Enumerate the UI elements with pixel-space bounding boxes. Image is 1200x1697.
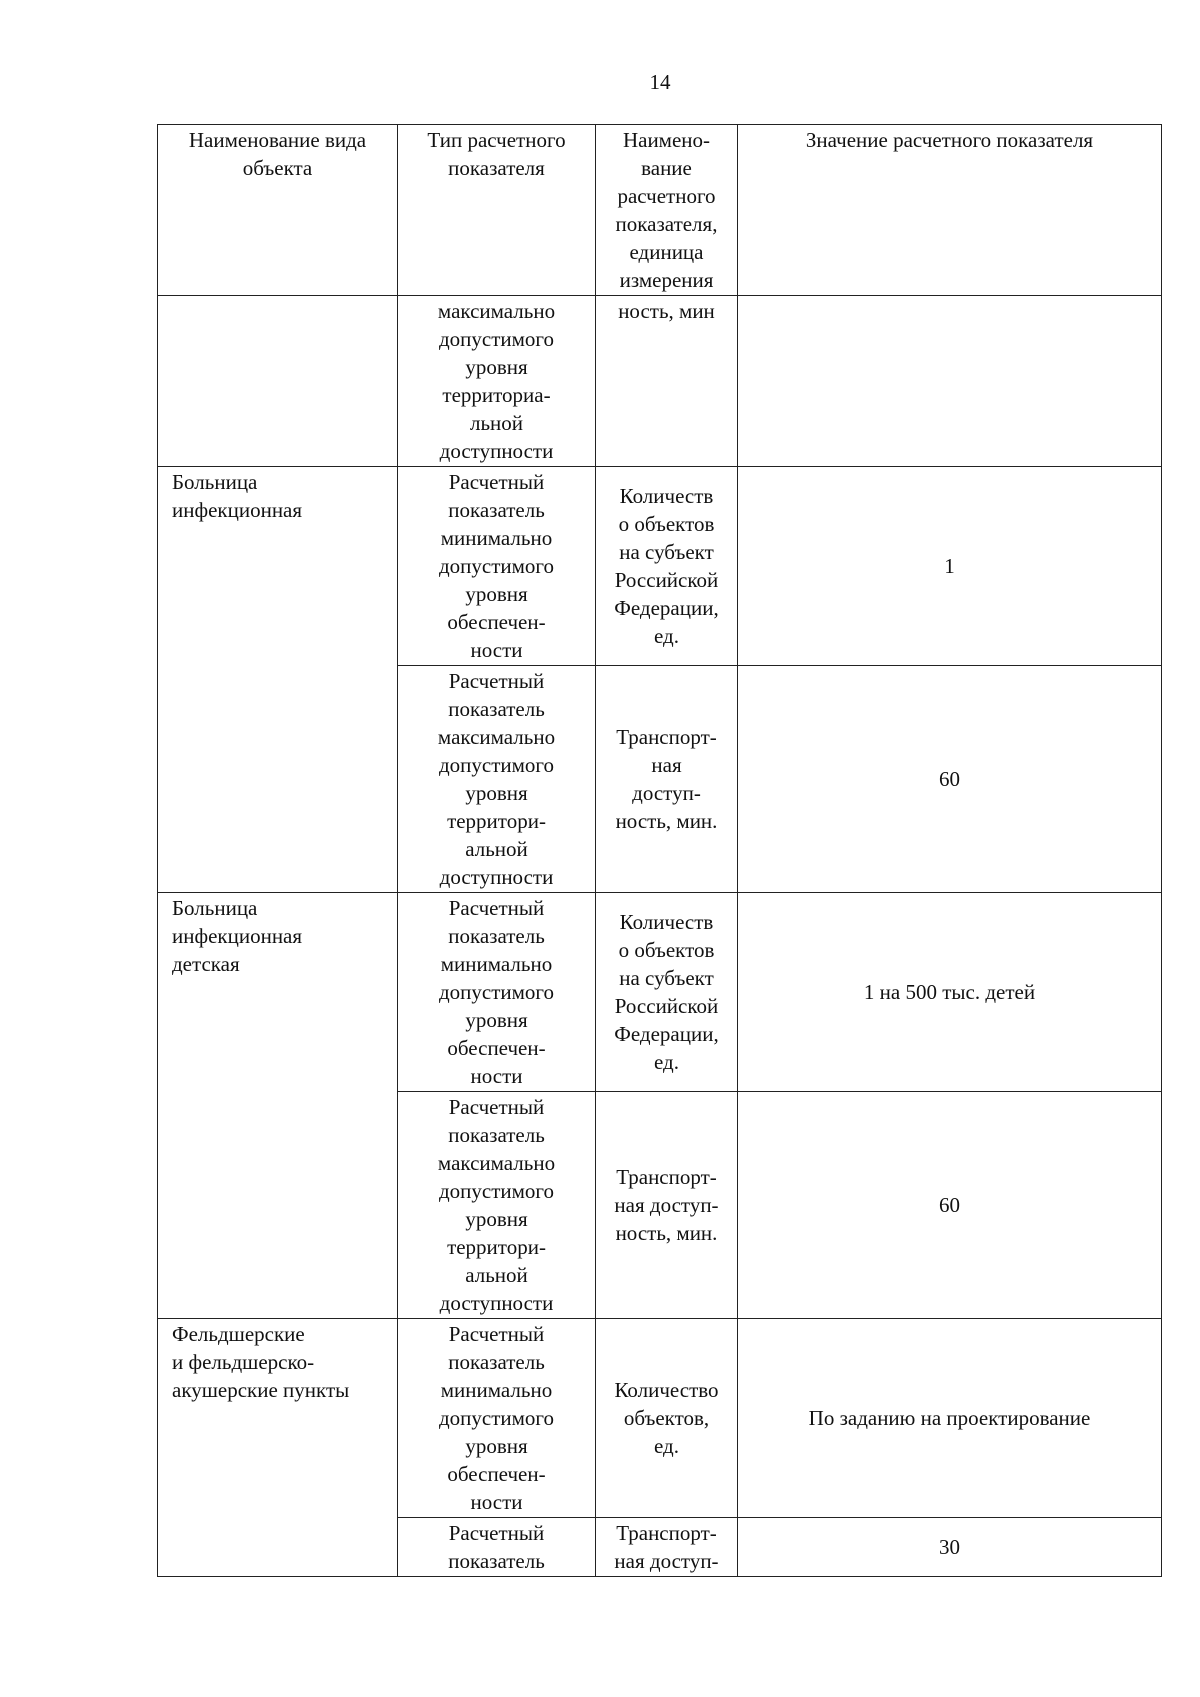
- cell-text-line: о объектов: [618, 512, 715, 536]
- header-indicator-type: [398, 125, 596, 296]
- cell-text-line: единица: [629, 240, 704, 264]
- table-header-row: [158, 125, 1162, 296]
- cell-text-line: 30: [939, 1535, 960, 1559]
- value-cell: [738, 467, 1162, 666]
- value-cell: [738, 1319, 1162, 1518]
- type-cell: [398, 296, 596, 467]
- cell-text-line: ед.: [654, 624, 679, 648]
- type-cell: [398, 1092, 596, 1319]
- header-indicator-name-unit: [596, 125, 738, 296]
- cell-text-line: минимально: [440, 952, 553, 976]
- cell-text-line: уровня: [465, 355, 528, 379]
- cell-text-line: инфекционная: [172, 498, 303, 522]
- cell-text-line: инфекционная: [172, 924, 303, 948]
- cell-text-line: акушерские пункты: [172, 1378, 350, 1402]
- cell-text-line: обеспечен-: [447, 1036, 546, 1060]
- cell-text-line: Российской: [614, 994, 719, 1018]
- cell-text-line: ная доступ-: [614, 1193, 719, 1217]
- cell-text-line: территориа-: [442, 383, 551, 407]
- cell-text-line: 1 на 500 тыс. детей: [863, 980, 1036, 1004]
- cell-text-line: Транспорт-: [616, 1521, 717, 1545]
- cell-text-line: Наименование вида объекта: [188, 128, 367, 180]
- cell-text-line: максимально: [437, 725, 556, 749]
- cell-text-line: обеспечен-: [447, 610, 546, 634]
- cell-text-line: 1: [944, 554, 955, 578]
- cell-text-line: 60: [939, 767, 960, 791]
- cell-text-line: Расчетный: [448, 669, 545, 693]
- cell-text-line: и фельдшерско-: [172, 1350, 315, 1374]
- type-cell: [398, 666, 596, 893]
- unit-cell: [596, 467, 738, 666]
- cell-text-line: Фельдшерские: [172, 1322, 305, 1346]
- cell-text-line: ности: [470, 1064, 523, 1088]
- cell-text-line: показатель: [448, 1123, 545, 1147]
- cell-text-line: допустимого: [438, 753, 555, 777]
- cell-text-line: допустимого: [438, 554, 555, 578]
- cell-text-line: Количество: [614, 1378, 719, 1402]
- cell-text-line: По заданию на проектирование: [808, 1406, 1091, 1430]
- cell-text-line: Федерации,: [614, 1022, 719, 1046]
- unit-cell: [596, 1319, 738, 1518]
- cell-text-line: допустимого: [438, 980, 555, 1004]
- cell-text-line: Тип расчетного показателя: [427, 128, 566, 180]
- cell-text-line: Российской: [614, 568, 719, 592]
- type-cell: [398, 1319, 596, 1518]
- cell-text-line: Расчетный: [448, 1521, 545, 1545]
- cell-text-line: минимально: [440, 1378, 553, 1402]
- table-row: [158, 893, 1162, 1092]
- cell-text-line: показатель: [448, 1549, 545, 1573]
- value-cell: [738, 296, 1162, 467]
- cell-text-line: на субъект: [619, 966, 714, 990]
- cell-text-line: детская: [172, 952, 240, 976]
- cell-text-line: альной: [465, 837, 528, 861]
- table-row: [158, 1319, 1162, 1518]
- cell-text-line: доступности: [439, 1291, 554, 1315]
- cell-text-line: ности: [470, 638, 523, 662]
- cell-text-line: Расчетный: [448, 1322, 545, 1346]
- unit-cell: [596, 666, 738, 893]
- object-cell: [158, 296, 398, 467]
- cell-text-line: максимально: [437, 1151, 556, 1175]
- cell-text-line: объектов,: [623, 1406, 710, 1430]
- table-row: [158, 467, 1162, 666]
- cell-text-line: максимально: [437, 299, 556, 323]
- cell-text-line: о объектов: [618, 938, 715, 962]
- cell-text-line: показатель: [448, 924, 545, 948]
- cell-text-line: Федерации,: [614, 596, 719, 620]
- indicators-table: [157, 124, 1162, 1577]
- header-indicator-value: [738, 125, 1162, 296]
- cell-text-line: Количеств: [619, 910, 714, 934]
- header-object-name: [158, 125, 398, 296]
- cell-text-line: Значение расчетного показателя: [805, 128, 1094, 152]
- value-cell: [738, 893, 1162, 1092]
- cell-text-line: измерения: [619, 268, 714, 292]
- cell-text-line: на субъект: [619, 540, 714, 564]
- cell-text-line: Больница: [172, 896, 258, 920]
- cell-text-line: вание: [641, 156, 692, 180]
- cell-text-line: доступности: [439, 439, 554, 463]
- cell-text-line: территори-: [447, 809, 546, 833]
- type-cell: [398, 467, 596, 666]
- cell-text-line: уровня: [465, 781, 528, 805]
- unit-cell: [596, 1092, 738, 1319]
- cell-text-line: минимально: [440, 526, 553, 550]
- cell-text-line: показатель: [448, 498, 545, 522]
- cell-text-line: Наимено-: [622, 128, 711, 152]
- cell-text-line: ед.: [654, 1434, 679, 1458]
- object-cell: [158, 893, 398, 1319]
- value-cell: [738, 1092, 1162, 1319]
- object-cell: [158, 1319, 398, 1577]
- cell-text-line: допустимого: [438, 1406, 555, 1430]
- cell-text-line: Транспорт-: [616, 1165, 717, 1189]
- object-cell: [158, 467, 398, 893]
- cell-text-line: уровня: [465, 1207, 528, 1231]
- type-cell: [398, 893, 596, 1092]
- cell-text-line: Расчетный: [448, 470, 545, 494]
- cell-text-line: льной: [469, 411, 524, 435]
- cell-text-line: Транспорт-: [616, 725, 717, 749]
- cell-text-line: территори-: [447, 1235, 546, 1259]
- cell-text-line: Расчетный: [448, 1095, 545, 1119]
- cell-text-line: показатель: [448, 1350, 545, 1374]
- cell-text-line: уровня: [465, 582, 528, 606]
- cell-text-line: ность, мин.: [615, 809, 718, 833]
- unit-cell: [596, 296, 738, 467]
- unit-cell: [596, 893, 738, 1092]
- type-cell: [398, 1518, 596, 1577]
- cell-text-line: показатель: [448, 697, 545, 721]
- value-cell: [738, 666, 1162, 893]
- cell-text-line: ность, мин: [618, 299, 715, 323]
- value-cell: [738, 1518, 1162, 1577]
- cell-text-line: доступности: [439, 865, 554, 889]
- cell-text-line: альной: [465, 1263, 528, 1287]
- cell-text-line: показателя,: [615, 212, 718, 236]
- cell-text-line: обеспечен-: [447, 1462, 546, 1486]
- cell-text-line: ная: [651, 753, 682, 777]
- cell-text-line: расчетного: [617, 184, 716, 208]
- table-row: [158, 296, 1162, 467]
- cell-text-line: доступ-: [632, 781, 701, 805]
- cell-text-line: уровня: [465, 1008, 528, 1032]
- cell-text-line: 60: [939, 1193, 960, 1217]
- page-number: 14: [649, 70, 671, 94]
- cell-text-line: ность, мин.: [615, 1221, 718, 1245]
- cell-text-line: уровня: [465, 1434, 528, 1458]
- cell-text-line: ед.: [654, 1050, 679, 1074]
- unit-cell: [596, 1518, 738, 1577]
- cell-text-line: Количеств: [619, 484, 714, 508]
- cell-text-line: допустимого: [438, 327, 555, 351]
- cell-text-line: ности: [470, 1490, 523, 1514]
- cell-text-line: Больница: [172, 470, 258, 494]
- cell-text-line: ная доступ-: [614, 1549, 719, 1573]
- cell-text-line: допустимого: [438, 1179, 555, 1203]
- cell-text-line: Расчетный: [448, 896, 545, 920]
